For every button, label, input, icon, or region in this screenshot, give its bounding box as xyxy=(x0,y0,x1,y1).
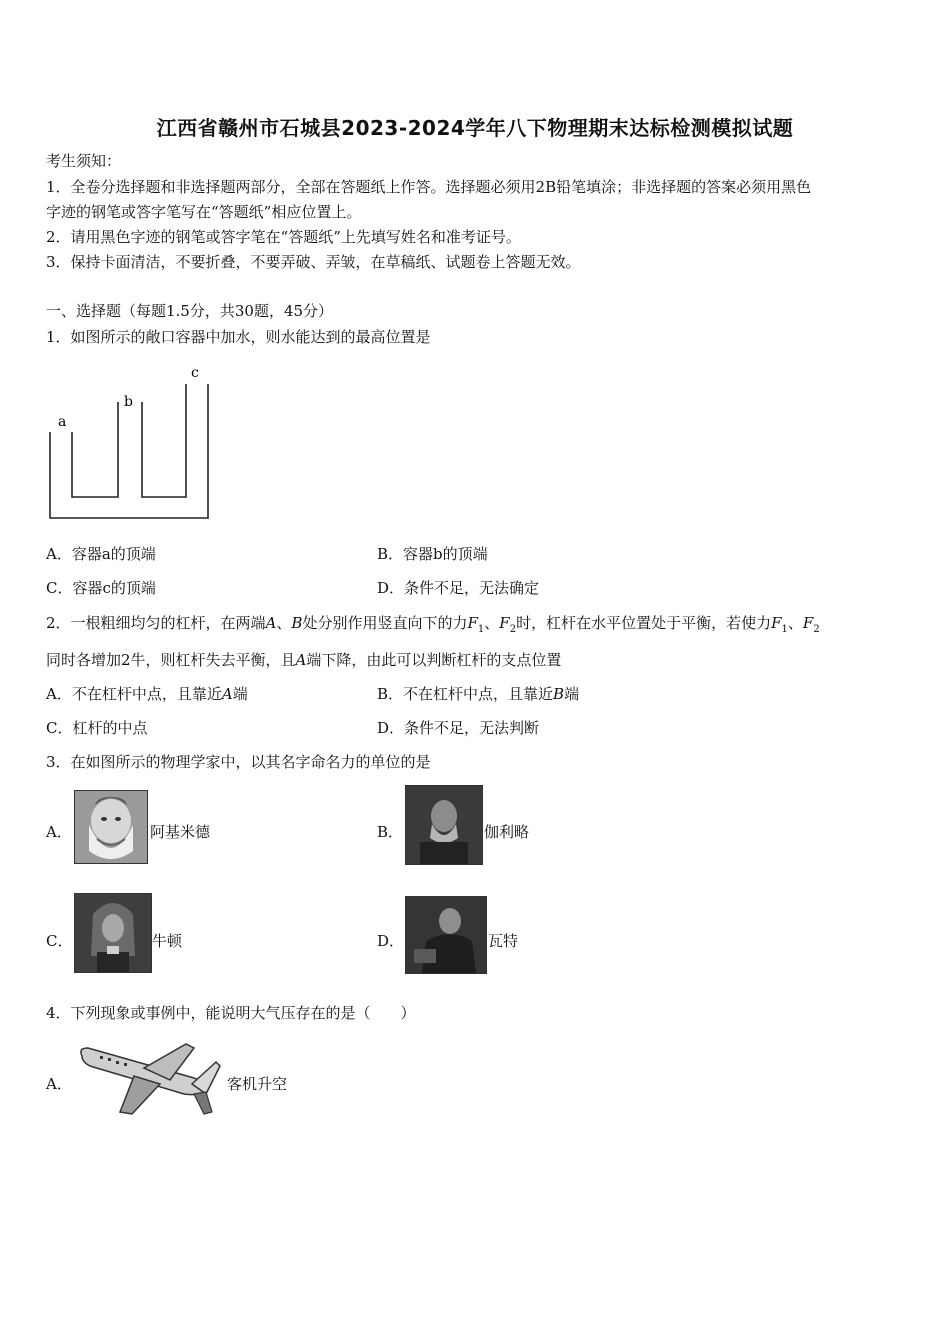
q1-option-d: D．条件不足，无法确定 xyxy=(377,579,540,597)
notice-item-1b: 字迹的钢笔或答字笔写在“答题纸”相应位置上。 xyxy=(46,203,362,221)
container-a-wall xyxy=(72,402,118,497)
label-a: a xyxy=(58,414,67,430)
portrait-newton xyxy=(74,893,152,973)
q2-option-a: A．不在杠杆中点，且靠近A端 xyxy=(46,685,248,703)
container-b-wall xyxy=(142,384,186,497)
q4-option-a-letter: A． xyxy=(46,1075,72,1093)
portrait-watt xyxy=(405,896,487,974)
label-c: c xyxy=(191,365,199,381)
q3-option-a-letter: A． xyxy=(46,823,72,841)
q1-option-a: A．容器a的顶端 xyxy=(46,545,156,563)
q3-option-b-name: 伽利略 xyxy=(484,823,530,841)
airplane-image xyxy=(74,1040,222,1118)
notice-heading: 考生须知： xyxy=(46,152,122,170)
page-title: 江西省赣州市石城县2023-2024学年八下物理期末达标检测模拟试题 xyxy=(156,116,794,140)
q3-option-c-letter: C． xyxy=(46,932,73,950)
portrait-galileo xyxy=(405,785,483,865)
portrait-archimedes xyxy=(74,790,148,864)
q2-line-1: 2．一根粗细均匀的杠杆，在两端A、B处分别作用竖直向下的力$F_1$、$F_2$时，杠杆在水平位置处于平衡，若使力$F_1$、$F_2$ xyxy=(46,614,820,635)
q3-option-b-letter: B． xyxy=(377,823,404,841)
q2-line-2: 同时各增加2牛，则杠杆失去平衡，且A端下降，由此可以判断杠杆的支点位置 xyxy=(46,651,562,669)
q1-option-c: C．容器c的顶端 xyxy=(46,579,156,597)
q2-option-b: B．不在杠杆中点，且靠近B端 xyxy=(377,685,580,703)
q3-option-a-name: 阿基米德 xyxy=(150,823,211,841)
q1-container-figure xyxy=(40,360,220,528)
section-heading: 一、选择题（每题1.5分，共30题，45分） xyxy=(46,302,334,320)
q2-option-c: C．杠杆的中点 xyxy=(46,719,148,737)
q4-option-a-text: 客机升空 xyxy=(227,1075,288,1093)
q3-option-c-name: 牛顿 xyxy=(152,932,183,950)
q1-option-b: B．容器b的顶端 xyxy=(377,545,488,563)
notice-item-1a: 1．全卷分选择题和非选择题两部分，全部在答题纸上作答。选择题必须用2B铅笔填涂；非选择题的答案必须用黑色 xyxy=(46,178,812,196)
notice-item-2: 2．请用黑色字迹的钢笔或答字笔在“答题纸”上先填写姓名和准考证号。 xyxy=(46,228,521,246)
q2-option-d: D．条件不足，无法判断 xyxy=(377,719,540,737)
q3-stem: 3．在如图所示的物理学家中，以其名字命名力的单位的是 xyxy=(46,753,431,771)
label-b: b xyxy=(124,394,133,410)
q3-option-d-name: 瓦特 xyxy=(488,932,519,950)
q4-stem: 4．下列现象或事例中，能说明大气压存在的是（ ） xyxy=(46,1004,416,1022)
q1-stem: 1．如图所示的敞口容器中加水，则水能达到的最高位置是 xyxy=(46,328,431,346)
notice-item-3: 3．保持卡面清洁，不要折叠，不要弄破、弄皱，在草稿纸、试题卷上答题无效。 xyxy=(46,253,581,271)
q3-option-d-letter: D． xyxy=(377,932,405,950)
